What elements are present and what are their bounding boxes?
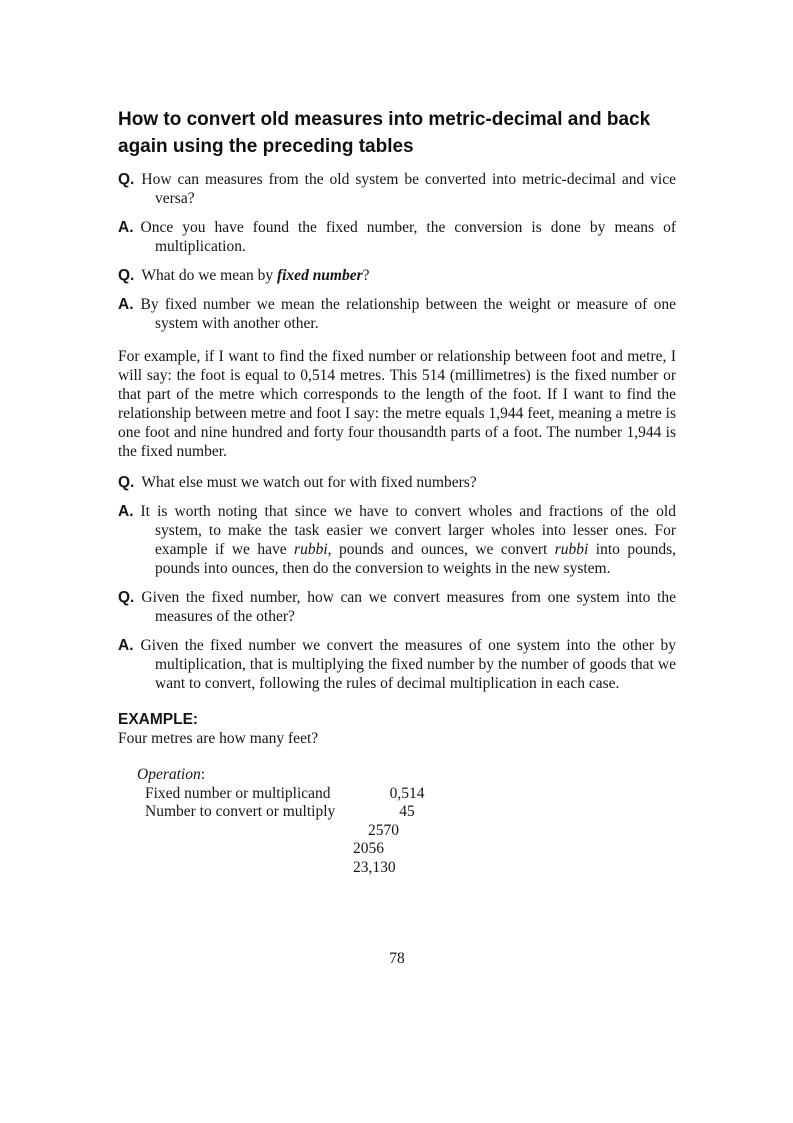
qa-item-a2 (118, 295, 676, 333)
qa-text: Given the fixed number, how can we convert measures from one system into the measures of the other? (141, 589, 676, 625)
qa-item-q3 (118, 473, 676, 492)
operation-total: 23,130 (353, 858, 396, 876)
operation-colon: : (200, 766, 206, 783)
operation-row-multiplier (137, 803, 676, 822)
operation-row-value: 0,514 (389, 784, 425, 802)
qa-text: What do we mean by fixed number? (141, 267, 370, 284)
qa-label: Q. (118, 474, 135, 491)
page-title: How to convert old measures into metric-decimal and back again using the preceding tables (118, 109, 651, 157)
operation-row-label: Fixed number or multiplicand (145, 784, 331, 802)
example-paragraph: For example, if I want to find the fixed number or relationship between foot and metre, I will say: the foot is equal to 0,514 metres. This 514 (millimetres) is the fixed number or that part of the metre which corresponds to the length of the foot. If I want to find the relationship between metre and foot I say: the metre equals 1,944 feet, meaning a metre is one foot and nine hundred and forty four thousandth parts of a foot. The number 1,944 is the fixed number. (118, 348, 676, 460)
page-number: 78 (389, 950, 405, 967)
qa-label: A. (118, 637, 134, 654)
example-question: Four metres are how many feet? (118, 730, 319, 747)
operation-partial-product: 2570 (368, 821, 399, 839)
qa-text: By fixed number we mean the relationship between the weight or measure of one system with another other. (140, 296, 676, 332)
qa-label: Q. (118, 171, 135, 188)
operation-label: Operation (137, 766, 201, 783)
operation-row-multiplicand (137, 785, 676, 804)
qa-item-a3 (118, 502, 676, 578)
qa-item-q1 (118, 170, 676, 208)
operation-row-value: 45 (399, 803, 415, 820)
qa-label: A. (118, 219, 134, 236)
qa-text: Given the fixed number we convert the measures of one system into the other by multiplication, that is multiplying the fixed number by the number of goods that we want to convert, following the rules of decimal multiplication in each case. (140, 637, 676, 692)
qa-label: A. (118, 503, 134, 520)
qa-label: Q. (118, 589, 135, 606)
page-content (118, 0, 676, 877)
qa-item-q2 (118, 266, 676, 285)
operation-block (137, 766, 676, 877)
operation-title (137, 766, 676, 785)
qa-item-q4 (118, 588, 676, 626)
qa-text: It is worth noting that since we have to convert wholes and fractions of the old system, to make the task easier we convert larger wholes into lesser ones. For example if we have rubbi, pounds and ounces, we convert rubbi into pounds, pounds into ounces, then do the conversion to weights in the new system. (140, 503, 676, 577)
qa-text: What else must we watch out for with fixed numbers? (141, 474, 477, 491)
example-heading: EXAMPLE: (118, 711, 199, 728)
qa-text: Once you have found the fixed number, the conversion is done by means of multiplication. (140, 219, 676, 255)
qa-item-a1 (118, 218, 676, 256)
example-section (118, 710, 676, 877)
operation-row-label: Number to convert or multiply (145, 803, 336, 820)
qa-item-a4 (118, 636, 676, 693)
qa-text: How can measures from the old system be converted into metric-decimal and vice versa? (141, 171, 676, 207)
operation-partial-product: 2056 (353, 840, 384, 857)
qa-label: Q. (118, 267, 135, 284)
qa-label: A. (118, 296, 134, 313)
